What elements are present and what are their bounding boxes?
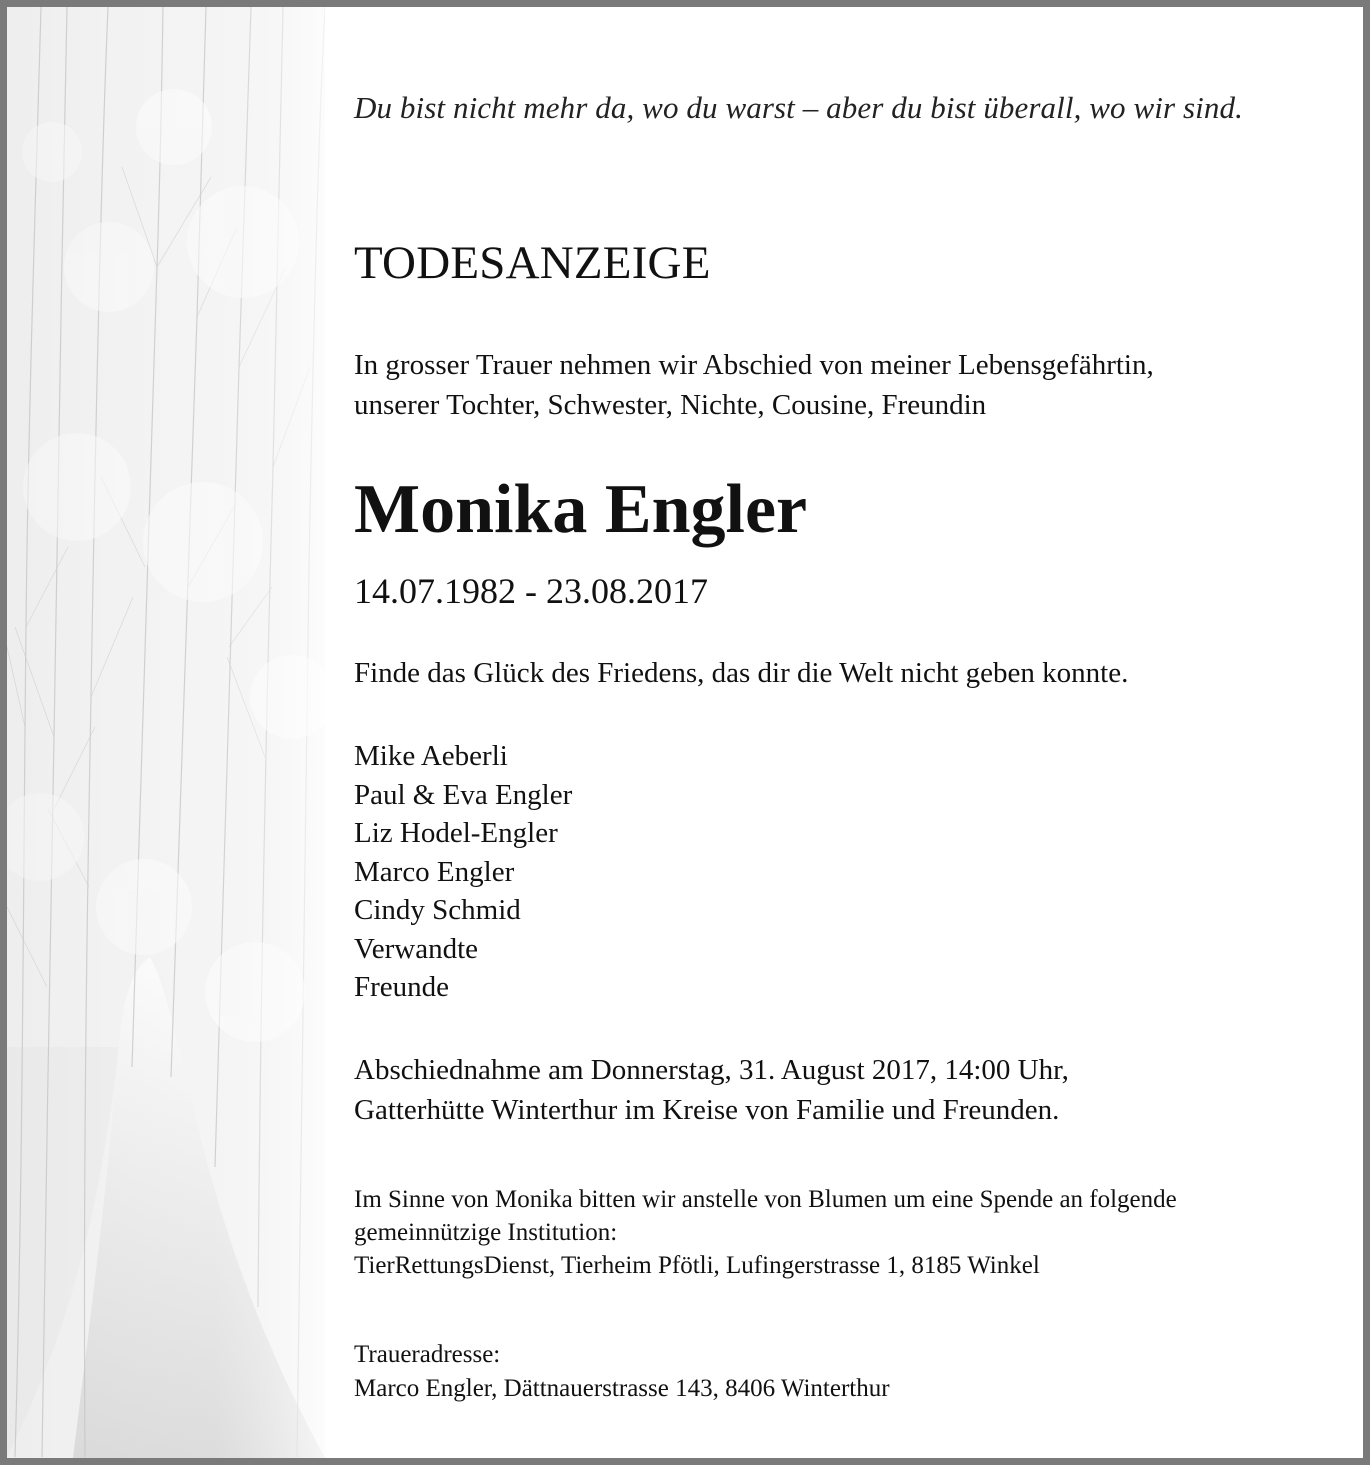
mourning-address: [354, 1338, 890, 1406]
mourner-name: Marco Engler: [354, 855, 515, 888]
notice-content: [354, 7, 1344, 1458]
mourner-name: Paul & Eva Engler: [354, 778, 573, 811]
donation-line: Im Sinne von Monika bitten wir anstelle von Blumen um eine Spende an folgende: [354, 1186, 1177, 1213]
ceremony-line: Abschiednahme am Donnerstag, 31. August 2017, 14:00 Uhr,: [354, 1054, 1069, 1086]
address-label: Traueradresse:: [354, 1341, 501, 1368]
ceremony-information: [354, 1050, 1069, 1130]
mourner-name: Mike Aeberli: [354, 740, 508, 772]
life-dates: 14.07.1982 - 23.08.2017: [354, 571, 708, 611]
ceremony-line: Gatterhütte Winterthur im Kreise von Familie und Freunden.: [354, 1094, 1060, 1126]
winter-forest-path-image: [7, 7, 325, 1458]
deceased-name: Monika Engler: [354, 471, 808, 548]
donation-line: gemeinnützige Institution:: [354, 1219, 618, 1246]
intro-line: In grosser Trauer nehmen wir Abschied von meiner Lebensgefährtin,: [354, 349, 1154, 381]
mourner-name: Liz Hodel-Engler: [354, 817, 558, 849]
intro-line: unserer Tochter, Schwester, Nichte, Cousine, Freundin: [354, 389, 987, 421]
mourner-name: Freunde: [354, 971, 450, 1003]
mourner-name: Verwandte: [354, 932, 479, 965]
memorial-quote: Du bist nicht mehr da, wo du warst – aber du bist überall, wo wir sind.: [354, 90, 1243, 125]
donation-request: [354, 1183, 1177, 1282]
mourner-name: Cindy Schmid: [354, 894, 521, 926]
intro-text: [354, 345, 1154, 425]
mourners-list: [354, 737, 572, 1007]
forest-illustration: [7, 7, 325, 1458]
farewell-quote: Finde das Glück des Friedens, das dir die Welt nicht geben konnte.: [354, 657, 1129, 689]
donation-line: TierRettungsDienst, Tierheim Pfötli, Lufingerstrasse 1, 8185 Winkel: [354, 1252, 1040, 1279]
address-line: Marco Engler, Dättnauerstrasse 143, 8406 Winterthur: [354, 1375, 890, 1402]
notice-heading: TODESANZEIGE: [354, 237, 711, 289]
